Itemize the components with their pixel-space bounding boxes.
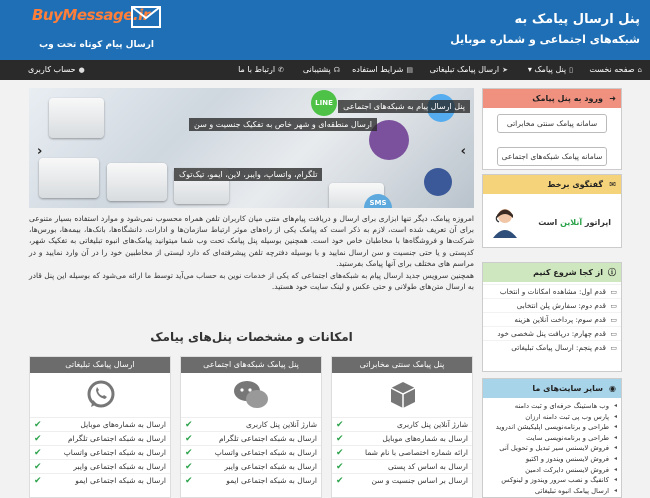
check-icon: ✔ xyxy=(336,448,344,458)
keyboard-key xyxy=(107,163,167,201)
site-link[interactable]: ◂ فروش لایسنس سیر تبدیل و تحویل آنی xyxy=(499,444,617,453)
check-icon: ✔ xyxy=(185,420,193,430)
folder-icon: ▭ xyxy=(610,344,617,352)
step-item[interactable]: ▭ قدم چهارم: دریافت پنل شخصی خود xyxy=(483,326,621,340)
facebook-icon xyxy=(424,168,452,196)
other-sites-panel xyxy=(482,378,622,498)
site-link[interactable]: ◂ ارسال پیامک انبوه تبلیغاتی xyxy=(534,486,617,495)
login-panel xyxy=(482,88,622,170)
send-icon: ➤ xyxy=(502,66,508,74)
plan-column-social xyxy=(180,356,322,498)
site-link[interactable]: ◂ وب هاستینگ حرفه‌ای و ثبت دامنه xyxy=(514,402,617,410)
plan-feature: ✔ ارسال به اساس کد پستی xyxy=(332,459,472,473)
folder-icon: ▭ xyxy=(610,302,617,310)
nav-item-advertising[interactable]: ➤ارسال پیامک تبلیغاتی xyxy=(429,65,508,74)
login-traditional-button[interactable]: سامانه پیامک سنتی مخابراتی xyxy=(497,114,607,133)
plan-feature: ✔ ارسال به شبکه اجتماعی ایمو xyxy=(181,473,321,487)
slider-caption-2: ارسال منطقه‌ای و شهر خاص به تفکیک جنسیت و سن xyxy=(189,118,377,131)
folder-icon: ▭ xyxy=(610,316,617,324)
user-icon: ● xyxy=(78,66,85,74)
site-link[interactable]: ◂ طراحی و برنامه‌نویسی اپلیکیشن اندروید xyxy=(495,423,617,432)
arrow-left-icon: ◂ xyxy=(613,454,617,462)
keyboard-key xyxy=(39,158,99,198)
panel-header: ⓘ از کجا شروع کنیم xyxy=(483,263,621,282)
plan-feature: ✔ ارسال به شبکه اجتماعی ایمو xyxy=(30,473,170,487)
check-icon: ✔ xyxy=(34,462,42,472)
check-icon: ✔ xyxy=(336,476,344,486)
whatsapp-icon xyxy=(86,380,116,410)
chevron-down-icon: ▾ xyxy=(527,65,532,74)
arrow-left-icon: ◂ xyxy=(613,402,617,409)
envelope-icon xyxy=(131,6,161,28)
site-link[interactable]: ◂ کانفیگ و نصب سرور ویندوز و لینوکس xyxy=(501,476,617,485)
site-link[interactable]: ◂ پارس وب پی ثبت دامنه ارزان xyxy=(525,412,617,421)
plan-column-header: پنل پیامک سنتی مخابراتی xyxy=(332,357,472,373)
header-subtitle: شبکه‌های اجتماعی و شماره موبایل xyxy=(450,33,640,46)
plan-feature: ✔ شارژ آنلاین پنل کاربری xyxy=(332,417,472,431)
plan-feature: ✔ ارسال به شبکه اجتماعی واتساپ xyxy=(30,445,170,459)
line-icon: LINE xyxy=(311,90,337,116)
panel-header: ✉ گفتگوی برخط xyxy=(483,175,621,194)
plan-column-advertising xyxy=(29,356,171,498)
sign-in-icon: ➜ xyxy=(609,94,616,103)
intro-paragraph: همچنین سرویس جدید ارسال پیام به شبکه‌های اجتماعی که یکی از خدمات نوین به حساب می‌آید توسط ما ارائه می‌شود که بوسیله این پنل قادر به ارسال متن‌های طولانی و حتی عکس و لینک سایت خود هستید. xyxy=(29,271,474,292)
chat-status-suffix: است xyxy=(538,218,558,227)
info-icon: ⓘ xyxy=(608,268,616,277)
slider-caption-1: پنل ارسال پیام به شبکه‌های اجتماعی xyxy=(338,100,470,113)
phone-icon: ✆ xyxy=(278,66,284,74)
check-icon: ✔ xyxy=(185,434,193,444)
plan-feature: ✔ ارسال به شماره‌های موبایل xyxy=(30,417,170,431)
nav-item-terms[interactable]: ▤شرایط استفاده xyxy=(352,65,413,74)
nav-account[interactable]: ●حساب کاربری xyxy=(28,65,85,74)
check-icon: ✔ xyxy=(336,434,344,444)
plan-icon-area xyxy=(181,373,321,417)
hero-slider[interactable] xyxy=(29,88,474,208)
nav-item-home[interactable]: ⌂صفحه نخست xyxy=(589,65,642,74)
home-icon: ⌂ xyxy=(637,66,642,74)
site-link[interactable]: ◂ طراحی و برنامه‌نویسی سایت xyxy=(526,433,617,442)
slider-caption-3: تلگرام، واتساپ، وایبر، لاین، ایمو، تیک‌توک xyxy=(174,168,322,181)
chat-operator-label: اپراتور xyxy=(584,218,611,227)
step-item[interactable]: ▭ قدم اول: مشاهده امکانات و انتخاب xyxy=(483,284,621,298)
check-icon: ✔ xyxy=(185,462,193,472)
arrow-left-icon: ◂ xyxy=(613,444,617,452)
plan-icon-area xyxy=(332,373,472,417)
intro-paragraph: امروزه پیامک، دیگر تنها ابزاری برای ارسال و دریافت پیام‌های متنی میان کاربران تلفن همراه محسوب نمی‌شود و موارد استفاده بسیار متنوعی برای آن تعریف شده است، لازم به ذکر است که پیامک یکی از راه‌های موثر ارتباط سازمان‌ها و ادارات، دانشگاه‌ها، بانک‌ها، بیمه‌ها، بورس‌ها، شرکت‌ها و فروشگاه‌ها با مخاطبان خاص خود است. همچنین بوسیله پنل پیامک تحت وب شما میتوانید پیامک‌های انبوه تبلیغاتی به تفکیک شهر، کدپستی و یا حتی جنسیت و سن ارسال نمایید و با بوسیله دفترچه تلفن پیشرفته‌ای که دارد لیستی از مخاطبین خود را در آن وارد نمایید و در مراسم های مختلف برای آنها پیامک بفرستید. xyxy=(29,214,474,268)
panel-header: ◉ سایر سایت‌های ما xyxy=(483,379,621,398)
check-icon: ✔ xyxy=(34,476,42,486)
site-header xyxy=(0,0,650,60)
site-link[interactable]: ◂ فروش لایسنس ویندوز و اکتیو xyxy=(525,454,617,463)
logo-tagline: ارسال پیام کوتاه تحت وب xyxy=(39,40,154,50)
plan-feature: ✔ ارسال به شبکه اجتماعی وایبر xyxy=(181,459,321,473)
sms-icon: SMS xyxy=(364,194,392,208)
plan-feature: ✔ ارسال به شماره‌های موبایل xyxy=(332,431,472,445)
nav-item-contact[interactable]: ✆ارتباط با ما xyxy=(238,65,284,74)
slider-prev-arrow[interactable]: ‹ xyxy=(37,144,43,159)
live-chat-panel xyxy=(482,174,622,248)
chat-icon xyxy=(233,379,269,411)
arrow-left-icon: ◂ xyxy=(613,486,617,494)
arrow-left-icon: ◂ xyxy=(613,465,617,473)
plan-feature: ✔ ارسال به شبکه اجتماعی وایبر xyxy=(30,459,170,473)
intro-text xyxy=(29,213,474,293)
check-icon: ✔ xyxy=(185,476,193,486)
plan-column-header: ارسال پیامک تبلیغاتی xyxy=(30,357,170,373)
arrow-left-icon: ◂ xyxy=(613,476,617,484)
operator-avatar xyxy=(491,206,519,238)
arrow-left-icon: ◂ xyxy=(613,423,617,431)
plan-feature: ✔ ارسال به شبکه اجتماعی واتساپ xyxy=(181,445,321,459)
nav-item-support[interactable]: ☊پشتیبانی xyxy=(302,65,340,74)
plan-icon-area xyxy=(30,373,170,417)
site-link[interactable]: ◂ فروش لایسنس دایرکت ادمین xyxy=(525,465,617,474)
keyboard-key xyxy=(49,98,104,138)
logo-text: BuyMessage.ir xyxy=(32,6,150,24)
login-social-button[interactable]: سامانه پیامک شبکه‌های اجتماعی xyxy=(497,147,607,166)
header-title: پنل ارسال پیامک به xyxy=(514,12,640,27)
globe-icon: ◉ xyxy=(609,384,616,393)
main-nav xyxy=(0,60,650,80)
site-logo[interactable] xyxy=(28,4,168,54)
step-item[interactable]: ▭ قدم پنجم: ارسال پیامک تبلیغاتی xyxy=(483,340,621,354)
chat-widget[interactable] xyxy=(483,194,621,248)
chat-bubble-icon: ✉ xyxy=(609,180,616,189)
features-title: امکانات و مشخصات پنل‌های پیامک xyxy=(150,330,353,344)
slider-next-arrow[interactable]: › xyxy=(460,144,466,159)
headset-icon: ☊ xyxy=(333,66,340,74)
getting-started-panel xyxy=(482,262,622,372)
arrow-left-icon: ◂ xyxy=(613,412,617,420)
panel-header: ➜ ورود به پنل پیامک xyxy=(483,89,621,108)
plan-feature: ✔ ارسال به شبکه اجتماعی تلگرام xyxy=(30,431,170,445)
folder-icon: ▭ xyxy=(610,330,617,338)
plan-feature: ✔ شارژ آنلاین پنل کاربری xyxy=(181,417,321,431)
plan-column-traditional xyxy=(331,356,473,498)
plan-feature: ✔ ارسال به شبکه اجتماعی تلگرام xyxy=(181,431,321,445)
step-item[interactable]: ▭ قدم دوم: سفارش پلن انتخابی xyxy=(483,298,621,312)
list-icon: ▤ xyxy=(406,66,413,74)
nav-item-panel[interactable]: ▯پنل پیامک ▾ xyxy=(527,65,573,74)
check-icon: ✔ xyxy=(336,462,344,472)
plan-column-header: پنل پیامک شبکه‌های اجتماعی xyxy=(181,357,321,373)
arrow-left-icon: ◂ xyxy=(613,433,617,441)
mobile-icon: ▯ xyxy=(569,66,573,74)
check-icon: ✔ xyxy=(34,448,42,458)
check-icon: ✔ xyxy=(336,420,344,430)
check-icon: ✔ xyxy=(34,420,42,430)
folder-icon: ▭ xyxy=(610,288,617,296)
plan-feature: ✔ ارسال بر اساس جنسیت و سن xyxy=(332,473,472,487)
plan-feature: ✔ ارائه شماره اختصاصی با نام شما xyxy=(332,445,472,459)
step-item[interactable]: ▭ قدم سوم: پرداخت آنلاین هزینه xyxy=(483,312,621,326)
chat-status-online: آنلاین xyxy=(560,218,583,227)
check-icon: ✔ xyxy=(185,448,193,458)
box-icon xyxy=(390,381,416,409)
check-icon: ✔ xyxy=(34,434,42,444)
